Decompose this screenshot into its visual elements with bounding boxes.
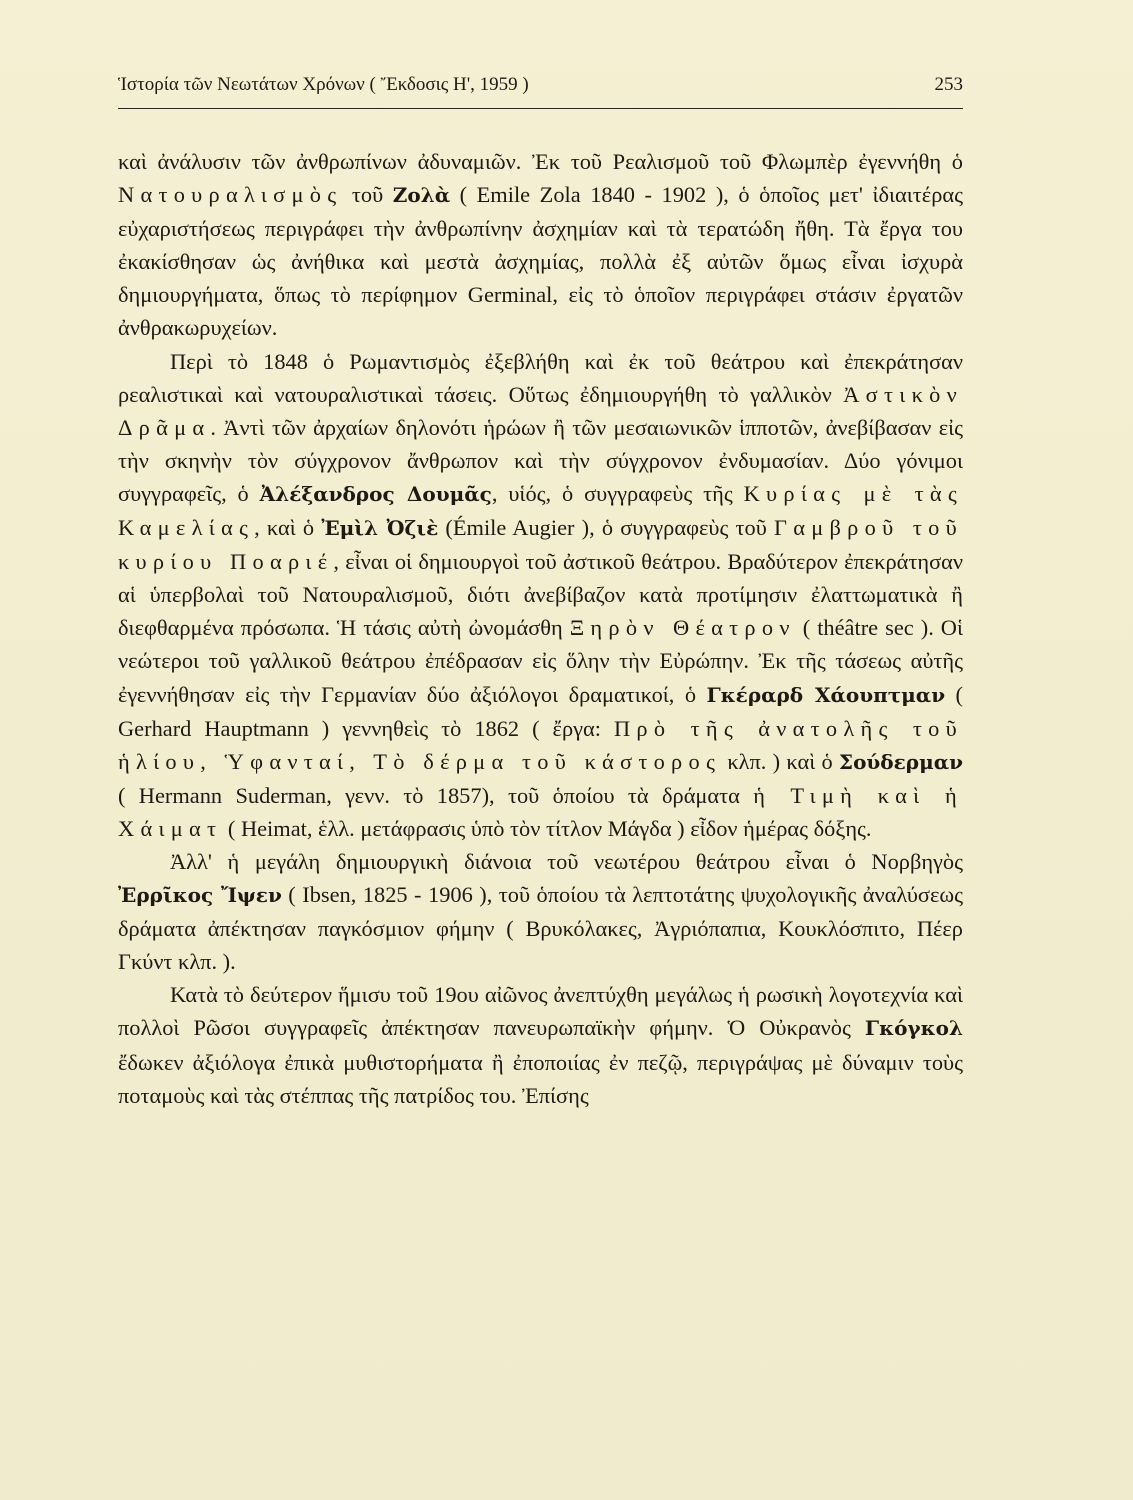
header-rule — [118, 108, 963, 109]
bold-name: Γκέραρδ Χάουπτμαν — [706, 682, 946, 707]
paragraph-2 — [118, 345, 963, 845]
spaced-term: Ἀστικὸν Δρᾶμα — [118, 381, 963, 440]
spaced-term: ἡ Τιμὴ καὶ ἡ Χάιματ — [118, 782, 963, 841]
page-number: 253 — [934, 74, 963, 95]
text-run: . Ἀντὶ τῶν ἀρχαίων δηλονότι ἡρώων ἢ τῶν μεσαιωνικῶν ἱπποτῶν, ἀνεβίβασαν εἰς τὴν σκηνὴν τὸν σύγχρονον ἄνθρωπον καὶ τὴν σύγχρονον ἐνδυμασίαν. Δύο γόνιμοι συγγραφεῖς, ὁ — [118, 414, 963, 506]
text-run: , εἶναι οἱ δημιουργοὶ τοῦ ἀστικοῦ θεάτρου. Βραδύτερον ἐπεκράτησαν αἱ ὑπερβολαὶ τοῦ Νατουραλισμοῦ, διότι ἀνεβίβαζον κατὰ προτίμησιν ἐλαττωματικὰ ἢ διεφθαρμένα πρόσωπα. Ἡ τάσις αὐτὴ ὠνομάσθη — [118, 549, 963, 641]
text-run: ( Ibsen, 1825 - 1906 ), τοῦ ὁποίου τὰ λεπτοτάτης ψυχολογικῆς ἀναλύσεως δράματα ἀπέκτησαν παγκόσμιον φήμην ( Βρυκόλακες, Ἀγριόπαπια, Κουκλόσπιτο, Πέερ Γκύντ κλπ. ). — [118, 882, 963, 975]
header-title: Ἱστορία τῶν Νεωτάτων Χρόνων ( Ἔκδοσις Η', 1959 ) — [118, 74, 529, 95]
spaced-term: Κυρίας μὲ τὰς Καμελίας — [118, 480, 963, 541]
spaced-term: Πρὸ τῆς ἀνατολῆς τοῦ ἡλίου, Ὑφανταί, Τὸ δέρμα τοῦ κάστορος — [118, 715, 963, 774]
spaced-term: Γαμβροῦ τοῦ κυρίου Ποαριέ — [118, 515, 963, 575]
bold-name: Ἀλέξανδρος Δουμᾶς — [259, 481, 492, 506]
text-run: ( théâtre sec ). Οἱ νεώτεροι τοῦ γαλλικοῦ θεάτρου ἐπέδρασαν εἰς ὅλην τὴν Εὐρώπην. Ἐκ τῆς τάσεως αὐτῆς ἐγεννήθησαν εἰς τὴν Γερμανίαν δύο ἀξιόλογοι δραματικοί, ὁ — [118, 615, 963, 707]
text-run: ἔδωκεν ἀξιόλογα ἐπικὰ μυθιστορήματα ἢ ἐποποιίας ἐν πεζῷ, περιγράψας μὲ δύναμιν τοὺς ποταμοὺς καὶ τὰς στέππας τῆς πατρίδος του. Ἐπίσης — [118, 1049, 963, 1108]
text-run: , καὶ ὁ — [254, 515, 322, 541]
spaced-term: Ξηρὸν Θέατρον — [569, 615, 796, 641]
text-run: καὶ ἀνάλυσιν τῶν ἀνθρωπίνων ἀδυναμιῶν. Ἐκ τοῦ Ρεαλισμοῦ τοῦ Φλωμπὲρ ἐγεννήθη ὁ — [118, 149, 963, 174]
bold-name: Γκόγκολ — [864, 1016, 963, 1041]
text-run: τοῦ — [342, 182, 393, 208]
paragraph-4 — [118, 978, 963, 1111]
text-run: ( Gerhard Hauptmann ) γεννηθεὶς τὸ 1862 ( ἔργα: — [118, 681, 963, 741]
text-run: ( Hermann Suderman, γενν. τὸ 1857), τοῦ ὁποίου τὰ δράματα — [118, 782, 754, 808]
text-run: κλπ. ) καὶ ὁ — [721, 748, 839, 774]
paragraph-3 — [118, 845, 963, 978]
page-body — [118, 145, 963, 1112]
text-run: ( Emile Zola 1840 - 1902 ), ὁ ὁποῖος μετ' ἰδιαιτέρας εὐχαριστήσεως περιγράφει τὴν ἀνθρωπίνην ἀσχημίαν καὶ τὰ τερατώδη ἤθη. Τὰ ἔργα του ἐκακίσθησαν ὡς ἀνήθικα καὶ μεστὰ ἀσχημίας, πολλὰ ἐξ αὐτῶν ὅμως εἶναι ἰσχυρὰ δημιουργήματα, ὅπως τὸ περίφημον Germinal, εἰς τὸ ὁποῖον περιγράφει στάσιν ἐργατῶν ἀνθρακωρυχείων. — [118, 182, 963, 341]
spaced-term: Νατουραλισμὸς — [118, 182, 343, 208]
bold-name: Σούδερμαν — [838, 749, 963, 774]
bold-name: Ἐρρῖκος Ἴψεν — [118, 883, 282, 908]
text-run: ( Heimat, ἑλλ. μετάφρασις ὑπὸ τὸν τίτλον Μάγδα ) εἶδον ἡμέρας δόξης. — [222, 815, 872, 841]
paragraph-1 — [118, 145, 963, 345]
bold-name: Ζολὰ — [392, 183, 451, 208]
text-run: , υἱός, ὁ συγγραφεὺς τῆς — [491, 480, 744, 506]
bold-name: Ἐμὶλ Ὀζιὲ — [321, 516, 439, 541]
text-run: (Émile Augier ), ὁ συγγραφεὺς τοῦ — [438, 515, 774, 541]
text-run: Ἀλλ' ἡ μεγάλη δημιουργικὴ διάνοια τοῦ νεωτέρου θεάτρου εἶναι ὁ Νορβηγὸς — [170, 848, 963, 874]
running-header — [118, 74, 963, 108]
text-run: Περὶ τὸ 1848 ὁ Ρωμαντισμὸς ἐξεβλήθη καὶ ἐκ τοῦ θεάτρου καὶ ἐπεκράτησαν ρεαλιστικαὶ καὶ νατουραλιστικαὶ τάσεις. Οὕτως ἐδημιουργήθη τὸ γαλλικὸν — [118, 348, 963, 407]
text-run: Κατὰ τὸ δεύτερον ἥμισυ τοῦ 19ου αἰῶνος ἀνεπτύχθη μεγάλως ἡ ρωσικὴ λογοτεχνία καὶ πολλοὶ Ρῶσοι συγγραφεῖς ἀπέκτησαν πανευρωπαϊκὴν φήμην. Ὁ Οὐκρανὸς — [118, 982, 963, 1041]
